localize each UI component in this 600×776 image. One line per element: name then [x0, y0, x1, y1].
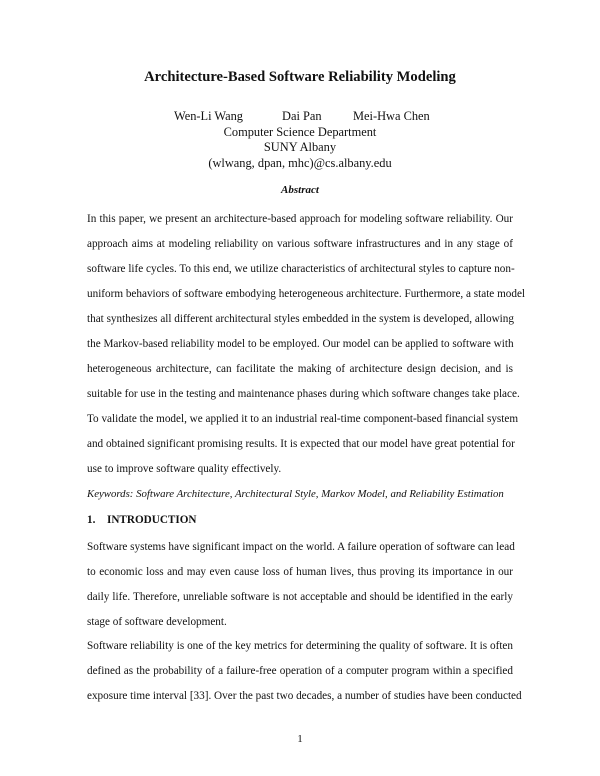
author-list: [0, 109, 600, 125]
abstract-heading: Abstract: [281, 184, 319, 196]
abstract-line: that synthesizes all different architectural styles embedded in the system is developed, allowing: [87, 313, 514, 325]
body-line: exposure time interval [33]. Over the past two decades, a number of studies have been conducted: [87, 690, 522, 702]
keywords: Keywords: Software Architecture, Architectural Style, Markov Model, and Reliability Estimation: [87, 488, 504, 500]
author-name: Wen-Li Wang: [174, 109, 243, 123]
body-line: to economic loss and may even cause loss of human lives, thus proving its importance in our: [87, 566, 513, 578]
abstract-line: uniform behaviors of software embodying heterogeneous architecture. Furthermore, a state model: [87, 288, 526, 300]
affiliation-department: Computer Science Department: [223, 125, 377, 139]
author-emails: (wlwang, dpan, mhc)@cs.albany.edu: [208, 156, 392, 170]
abstract-line: and obtained significant promising results. It is expected that our model have great potential for: [87, 438, 515, 450]
section-heading-introduction: [87, 513, 197, 527]
abstract-line: heterogeneous architecture, can facilitate the making of architecture design decision, and is: [87, 363, 513, 375]
author-name: Mei-Hwa Chen: [353, 109, 430, 123]
body-line: defined as the probability of a failure-free operation of a computer program within a specified: [87, 665, 513, 677]
abstract-line: In this paper, we present an architecture-based approach for modeling software reliability. Our: [87, 213, 513, 225]
section-number: 1.: [87, 514, 96, 526]
abstract-line: suitable for use in the testing and maintenance phases during which software changes take place.: [87, 388, 520, 400]
affiliation-institution: SUNY Albany: [263, 140, 337, 154]
abstract-line: use to improve software quality effectively.: [87, 463, 282, 475]
body-line: Software systems have significant impact on the world. A failure operation of software can lead: [87, 541, 515, 553]
section-title: INTRODUCTION: [107, 514, 197, 526]
abstract-line: To validate the model, we applied it to an industrial real-time component-based financial system: [87, 413, 519, 425]
abstract-line: the Markov-based reliability model to be employed. Our model can be applied to software with: [87, 338, 514, 350]
author-name: Dai Pan: [282, 109, 322, 123]
body-line: daily life. Therefore, unreliable software is not acceptable and should be identified in the early: [87, 591, 513, 603]
abstract-line: software life cycles. To this end, we utilize characteristics of architectural styles to capture non-: [87, 263, 515, 275]
paper-title: Architecture-Based Software Reliability Modeling: [144, 69, 456, 85]
body-line: Software reliability is one of the key metrics for determining the quality of software. It is often: [87, 640, 513, 652]
body-line: stage of software development.: [87, 616, 227, 628]
page-number: 1: [297, 733, 303, 745]
abstract-line: approach aims at modeling reliability on various software infrastructures and in any stage of: [87, 238, 513, 250]
